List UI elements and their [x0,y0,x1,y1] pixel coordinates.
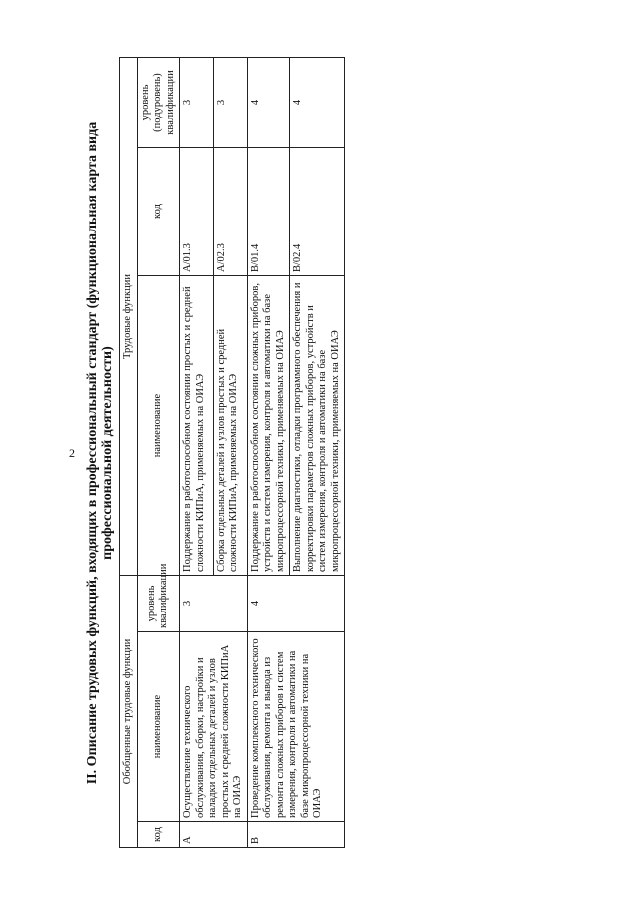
header-level: уровень квалификации [137,576,180,632]
function-a1-code: A/01.3 [180,148,214,276]
header-generalized-functions: Обобщенные трудовые функции [120,576,138,848]
row-b-level: 4 [247,576,345,632]
table-row [180,57,214,847]
section-title-line-2: профессиональной деятельности) [100,346,115,560]
header-function-code: код [137,148,180,276]
rotated-page-content [85,58,635,848]
section-title [85,58,115,848]
function-b2-code: B/02.4 [290,148,345,276]
function-b1-name: Поддержание в работоспособном состоянии сложных приборов, устройств и систем измерения, контроля и автоматики на базе микропроцессорной техники, применяемых на ОИАЭ [247,276,290,576]
row-a-level: 3 [180,576,248,632]
header-row-1 [120,57,138,847]
row-b-name: Проведение комплексного технического обслуживания, ремонта и вывода из ремонта сложных приборов и систем измерения, контроля и автоматики на базе микропроцессорной техники на ОИАЭ [247,632,345,822]
section-title-line-1: II. Описание трудовых функций, входящих в профессиональный стандарт (функциональная карта вида [85,121,100,785]
header-labor-functions: Трудовые функции [120,57,138,575]
functional-map-table [119,57,345,848]
function-a2-code: A/02.3 [213,148,247,276]
header-code: код [137,822,180,848]
header-row-2 [137,57,180,847]
function-b1-level: 4 [247,57,290,147]
row-a-name: Осуществление технического обслуживания, сборки, настройки и наладки отдельных деталей и узлов простых и средней сложности КИПиА на ОИАЭ [180,632,248,822]
function-a2-level: 3 [213,57,247,147]
table-row [247,57,290,847]
function-a1-level: 3 [180,57,214,147]
function-b2-name: Выполнение диагностики, отладки программного обеспечения и корректировки параметров сложных приборов, устройств и систем измерения, контроля и автоматики на базе микропроцессорной техники, применяемых на ОИАЭ [290,276,345,576]
row-b-code: B [247,822,345,848]
function-a2-name: Сборка отдельных деталей и узлов простых и средней сложности КИПиА, применяемых на ОИАЭ [213,276,247,576]
header-sublevel: уровень (подуровень) квалификации [137,57,180,147]
function-b1-code: B/01.4 [247,148,290,276]
function-b2-level: 4 [290,57,345,147]
header-function-name: наименование [137,276,180,576]
row-a-code: A [180,822,248,848]
header-name: наименование [137,632,180,822]
function-a1-name: Поддержание в работоспособном состоянии простых и средней сложности КИПиА, применяемых на ОИАЭ [180,276,214,576]
page-number: 2 [69,446,75,460]
